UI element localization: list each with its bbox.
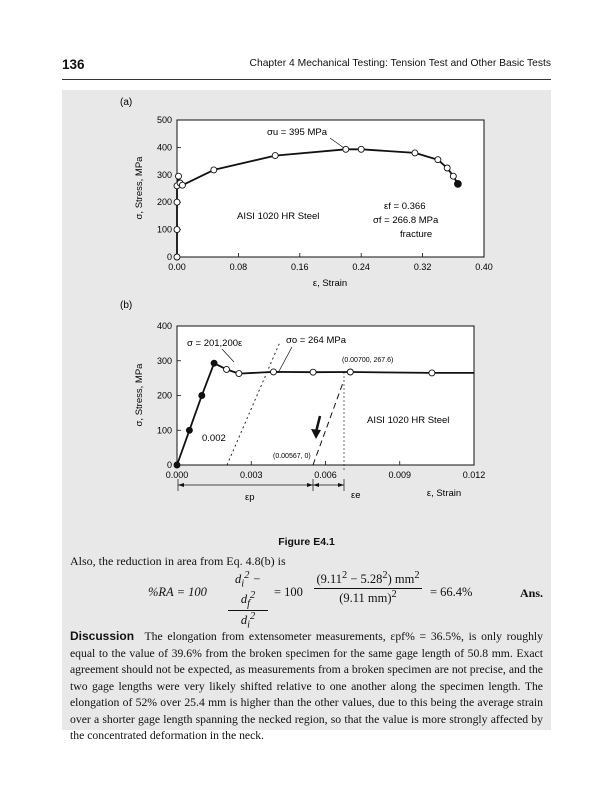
page-header [62,57,551,75]
panel-a-data-point [343,146,349,152]
panel-a-data-point [174,254,180,260]
panel-b-data-point [199,393,205,399]
annot-sf: σf = 266.8 MPa [373,215,439,226]
figure-e4-1 [62,90,551,530]
panel-b-xlabel: ε, Strain [426,488,462,499]
panel-b-xtick-label: 0.006 [314,470,337,480]
panel-b-ytick-label: 100 [156,425,172,436]
annot-ep: εp [245,492,255,503]
panel-a-data-point [450,173,456,179]
panel-b-ytick-label: 300 [156,355,172,366]
panel-b-data-point [347,369,353,375]
panel-a-data-point [174,227,180,233]
eq-frac-2-den: (9.11 mm)$^2$ [339,589,397,606]
panel-a-xtick-label: 0.00 [168,262,186,272]
panel-a-ytick-label: 400 [156,142,172,153]
annot-su: σu = 395 MPa [267,127,327,138]
panel-a-xlabel: ε, Strain [312,278,348,289]
panel-a-data-point [176,173,182,179]
discussion-paragraph [70,628,543,745]
annot-offset: 0.002 [202,433,226,444]
eq-frac-1 [228,570,268,631]
annot-so: σo = 264 MPa [286,335,346,346]
panel-b-xtick-label: 0.012 [462,470,486,480]
panel-b-data-point [224,366,230,372]
panel-b-xtick-label: 0.009 [388,470,412,480]
panel-b-xtick-label: 0.000 [165,470,189,480]
discussion-heading: Discussion [70,629,135,643]
panel-b-xtick-label: 0.003 [239,470,263,480]
eq-frac-1-den: $d_i^2$ [240,611,256,631]
panel-b-data-point [236,371,242,377]
discussion-text: The elongation from extensometer measurements, εpf% = 36.5%, is only roughly equal to the value of 39.6% from the broken specimen for the same gage length of 50.8 mm. Exact agreement should not be expected, as measurements from a broken specimen are not precise, and the two gage lengths were very likely shifted relative to one another along the specimen length. The elongation of 52% over 25.4 mm is higher than the other values, due to this being the average strain over a shorter gage length spanning the necked region, so that the value is more strongly affected by the concentrated deformation in the neck. [70,630,543,742]
panel-a-ytick-label: 500 [156,115,172,125]
panel-a-xtick-label: 0.24 [352,262,370,272]
panel-b-ytick-label: 200 [156,390,172,401]
panel-b-data-point [429,370,435,376]
panel-a-xtick-label: 0.40 [475,262,493,272]
annot-fracture: fracture [400,229,433,240]
panel-a-xtick-label: 0.32 [413,262,432,272]
panel-a-xtick-label: 0.16 [291,262,309,272]
panel-a-data-point [358,146,364,152]
panel-a-data-point [272,153,278,159]
panel-a-frame [177,120,484,257]
eq-frac-2 [314,570,422,606]
panel-b-label: (b) [120,300,133,311]
figure-caption: Figure E4.1 [278,536,335,548]
panel-a-axes [177,120,484,257]
page-number: 136 [62,57,85,72]
panel-a-data-point [444,165,450,171]
eq-lhs: %RA = 100 [148,585,207,599]
panel-b-ytick-label: 400 [156,321,172,331]
panel-b-data-point [271,369,277,375]
panel-a-xtick-label: 0.08 [229,262,248,272]
panel-b-data-point [174,462,180,468]
panel-a-ytick-label: 0 [166,252,172,262]
panel-a-data-point [174,199,180,205]
panel-a-ytick-label: 300 [156,169,172,180]
panel-a-data-point [435,157,441,163]
equation-ra [62,568,551,631]
annot-ef: εf = 0.366 [384,201,426,212]
annot-pt-lower: (0.00567, 0) [273,453,311,460]
annot-material-b: AISI 1020 HR Steel [367,415,450,426]
panel-a-data-point [211,167,217,173]
panel-a-data-point [455,181,462,188]
annot-ee: εe [351,490,361,501]
panel-a-label: (a) [120,97,133,108]
eq-equals-100: = 100 [274,585,303,599]
panel-b-data-point [186,427,192,433]
panel-b-ylabel: σ, Stress, MPa [134,363,145,427]
header-rule [62,79,551,80]
panel-a-ytick-label: 200 [156,197,172,208]
panel-a-data-point [412,150,418,156]
annot-material-a: AISI 1020 HR Steel [237,211,320,222]
intro-paragraph: Also, the reduction in area from Eq. 4.8(b) is [70,554,286,568]
eq-ans: Ans. [519,586,543,600]
eq-frac-2-num: $(9.11^2 - 5.28^2)$ $mm^2$ [314,570,422,589]
annot-pt-upper: (0.00700, 267.6) [342,357,394,364]
eq-result: = 66.4% [430,585,473,599]
panel-b-ytick-label: 0 [166,460,172,470]
panel-a-ytick-label: 100 [156,224,172,235]
running-head: Chapter 4 Mechanical Testing: Tension Test and Other Basic Tests [249,58,551,69]
panel-a-data-point [179,182,185,188]
panel-b-data-point [310,369,316,375]
panel-b-data-point [211,360,217,366]
eq-frac-1-num: $d_i^2 - d_f^2$ [228,570,268,611]
example-panel [62,90,551,742]
panel-a-ylabel: σ, Stress, MPa [134,156,145,220]
annot-modulus: σ = 201,200ε [187,338,243,349]
